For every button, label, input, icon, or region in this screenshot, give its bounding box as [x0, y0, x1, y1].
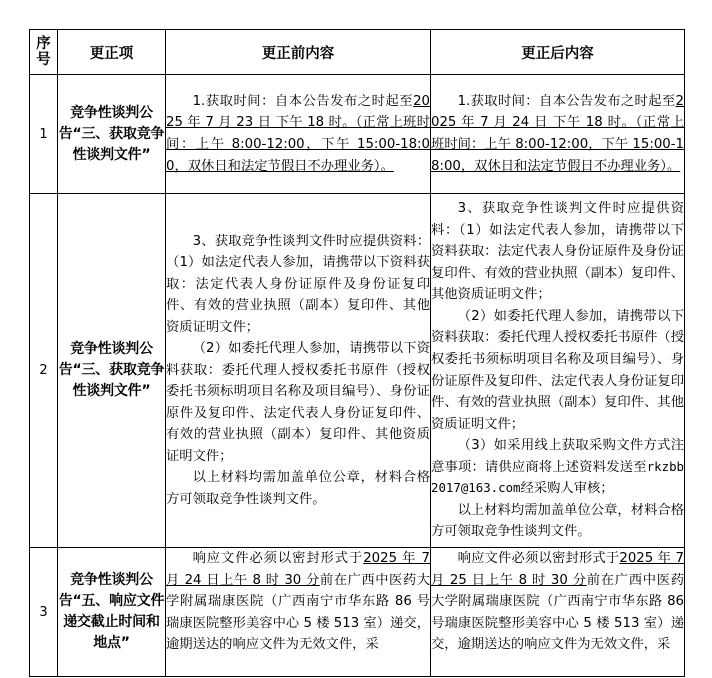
correction-table	[29, 29, 685, 677]
table-row	[30, 75, 685, 194]
row-content-after	[431, 194, 685, 548]
before-paragraph-2: （2）如委托代理人参加，请携带以下资料获取：委托代理人授权委托书原件（授权委托书须标明项目名称及项目编号）、身份证原件及复印件、法定代表人身份证复印件、有效的营业执照（副本）复印件、其他资质证明文件；	[166, 341, 430, 464]
table-header	[30, 30, 685, 75]
column-header-after: 更正后内容	[431, 30, 685, 75]
after-text-prefix: 1.获取时间：自本公告发布之时起至	[457, 93, 676, 109]
after-paragraph-3	[431, 435, 684, 500]
after-text-prefix: 响应文件必须以密封形式于	[457, 551, 620, 566]
row-content-before	[166, 548, 431, 677]
after-online-note-text: （3）如采用线上获取采购文件方式注意事项：请供应商将上述资料发送至	[431, 438, 684, 475]
after-text-underlined: 2025 年 7 月 25 日上午 8 时 30 分	[431, 551, 684, 588]
header-row	[30, 30, 685, 75]
after-paragraph-1	[431, 548, 684, 656]
row-content-before	[166, 194, 431, 548]
after-paragraph-4: 以上材料均需加盖单位公章，材料合格方可领取竞争性谈判文件。	[431, 502, 684, 540]
column-header-sequence	[30, 30, 58, 75]
column-header-item: 更正项	[58, 30, 166, 75]
contact-email-address: rkzbb2017@163.com	[431, 458, 684, 496]
table-body	[30, 75, 685, 677]
before-paragraph-1	[166, 91, 430, 177]
column-header-before: 更正前内容	[166, 30, 431, 75]
before-text-prefix: 响应文件必须以密封形式于	[192, 551, 364, 566]
sequence-header-char-2: 号	[36, 52, 51, 68]
after-paragraph-2: （2）如委托代理人参加，请携带以下资料获取：委托代理人授权委托书原件（授权委托书须标明项目名称及项目编号）、身份证原件及复印件、法定代表人身份证复印件、有效的营业执照（副本）复印件、其他资质证明文件；	[431, 308, 684, 432]
after-paragraph-1: 3、获取竞争性谈判文件时应提供资料：（1）如法定代表人参加，请携带以下资料获取：法定代表人身份证原件及身份证复印件、有效的营业执照（副本）复印件、其他资质证明文件；	[431, 201, 684, 303]
row-item-name: 竞争性谈判公告“三、获取竞争性谈判文件”	[58, 194, 166, 548]
before-text-suffix: 前在广西中医药大学附属瑞康医院（广西南宁市华东路 86 号瑞康医院整形美容中心 5 楼 513 室）递交，逾期送达的响应文件为无效文件，采	[166, 572, 430, 653]
before-paragraph-1: 3、获取竞争性谈判文件时应提供资料：（1）如法定代表人参加，请携带以下资料获取：法定代表人身份证原件及身份证复印件、有效的营业执照（副本）复印件、其他资质证明文件；	[166, 233, 430, 335]
before-paragraph-1	[166, 548, 430, 656]
table-row	[30, 194, 685, 548]
row-content-before	[166, 75, 431, 194]
row-content-after	[431, 75, 685, 194]
after-text-suffix: 前在广西中医药大学附属瑞康医院（广西南宁市华东路 86 号瑞康医院整形美容中心 5 楼 513 室）递交，逾期送达的响应文件为无效文件，采	[431, 572, 684, 653]
row-item-name: 竞争性谈判公告“三、获取竞争性谈判文件”	[58, 75, 166, 194]
before-text-prefix: 1.获取时间：自本公告发布之时起至	[192, 93, 414, 109]
row-sequence-number: 2	[30, 194, 58, 548]
before-paragraph-3: 以上材料均需加盖单位公章，材料合格方可领取竞争性谈判文件。	[166, 470, 430, 507]
after-paragraph-1	[431, 91, 684, 177]
row-item-name: 竞争性谈判公告“五、响应文件递交截止时间和地点”	[58, 548, 166, 677]
sequence-header-char-1: 序	[36, 35, 51, 52]
after-text-underlined: 2025 年 7 月 24 日 下午 18 时。（正常上班时间：上午 8:00-12:00，下午 15:00-18:00，双休日和法定节假日不办理业务）。	[431, 93, 684, 174]
row-sequence-number: 1	[30, 75, 58, 194]
before-text-underlined: 2025 年 7 月 23 日 下午 18 时。（正常上班时间：上午 8:00-12:00，下午 15:00-18:00，双休日和法定节假日不办理业务）。	[166, 93, 430, 174]
row-sequence-number: 3	[30, 548, 58, 677]
row-content-after	[431, 548, 685, 677]
table-row	[30, 548, 685, 677]
after-online-note-suffix: 经采购人审核；	[520, 481, 614, 497]
before-text-underlined: 2025 年 7 月 24 日上午 8 时 30 分	[166, 551, 430, 588]
